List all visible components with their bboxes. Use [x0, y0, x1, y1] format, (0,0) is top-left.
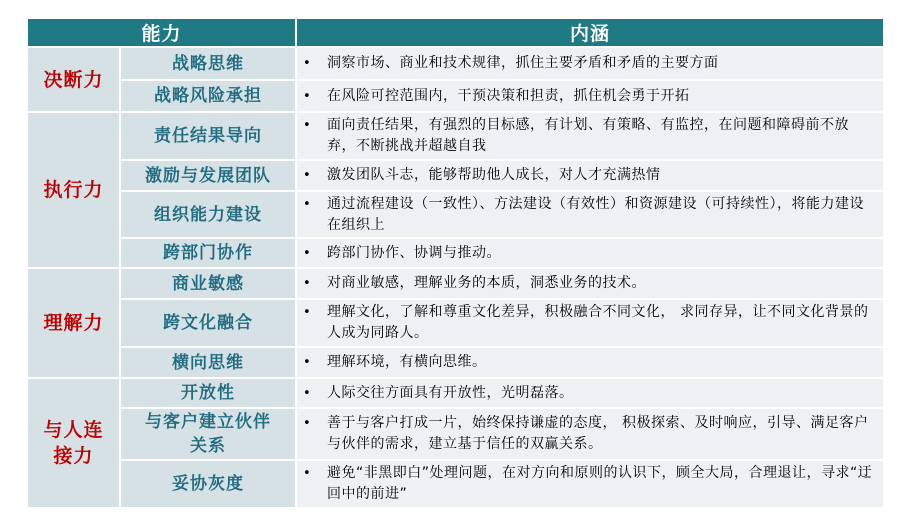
- table-row: [28, 347, 883, 378]
- table-row: [28, 112, 883, 160]
- category-understanding: 理解力: [28, 268, 120, 378]
- bullet-icon: •: [303, 385, 311, 401]
- competency-table-container: [28, 19, 883, 507]
- competency-name: 开放性: [120, 378, 296, 408]
- competency-description: [296, 460, 883, 507]
- bullet-icon: •: [303, 466, 311, 481]
- competency-name: 商业敏感: [120, 268, 296, 299]
- description-text: 对商业敏感，理解业务的本质，洞悉业务的技术。: [327, 275, 647, 291]
- description-text: 激发团队斗志，能够帮助他人成长，对人才充满热情: [327, 167, 661, 183]
- bullet-icon: •: [303, 168, 311, 183]
- competency-description: [296, 160, 883, 191]
- competency-name: 组织能力建设: [120, 191, 296, 238]
- bullet-icon: •: [303, 118, 311, 133]
- bullet-icon: •: [303, 416, 311, 431]
- competency-name: 激励与发展团队: [120, 160, 296, 191]
- table-row: [28, 80, 883, 112]
- description-text: 理解文化，了解和尊重文化差异，积极融合不同文化， 求同存异，让不同文化背景的人成为同路人。: [327, 304, 869, 341]
- competency-name: 责任结果导向: [120, 112, 296, 160]
- competency-name: 战略思维: [120, 47, 296, 80]
- description-text: 善于与客户打成一片，始终保持谦虚的态度， 积极探索、及时响应，引导、满足客户与伙伴的需求，建立基于信任的双赢关系。: [327, 415, 869, 452]
- bullet-icon: •: [303, 88, 311, 104]
- competency-description: [296, 299, 883, 347]
- category-decisiveness: 决断力: [28, 47, 120, 112]
- competency-name: 横向思维: [120, 347, 296, 378]
- description-text: 通过流程建设（一致性）、方法建设（有效性）和资源建设（可持续性），将能力建设在组织上: [327, 195, 865, 233]
- category-connection-label: 与人连接力: [43, 419, 104, 467]
- category-connection: [28, 378, 120, 507]
- table-row: [28, 408, 883, 460]
- table-row: [28, 47, 883, 80]
- description-text: 跨部门协作、协调与推动。: [327, 244, 502, 261]
- table-row: [28, 160, 883, 191]
- header-connotation: 内涵: [296, 19, 883, 47]
- bullet-icon: •: [303, 56, 311, 71]
- competency-name-label: 与客户建立伙伴关系: [145, 412, 271, 456]
- competency-description: [296, 112, 883, 160]
- description-text: 在风险可控范围内，干预决策和担责，抓住机会勇于开拓: [327, 87, 690, 104]
- table-row: [28, 191, 883, 238]
- competency-description: [296, 378, 883, 408]
- description-text: 面向责任结果，有强烈的目标感，有计划、有策略、有监控，在问题和障碍前不放弃，不断挑战并超越自我: [327, 117, 850, 154]
- competency-description: [296, 268, 883, 299]
- competency-name: 跨文化融合: [120, 299, 296, 347]
- competency-description: [296, 191, 883, 238]
- competency-table: [28, 19, 883, 507]
- competency-description: [296, 408, 883, 460]
- table-row: [28, 238, 883, 268]
- bullet-icon: •: [303, 355, 311, 370]
- competency-description: [296, 47, 883, 80]
- description-text: 人际交往方面具有开放性，光明磊落。: [327, 384, 574, 401]
- competency-name: 战略风险承担: [120, 80, 296, 112]
- competency-description: [296, 80, 883, 112]
- table-row: [28, 268, 883, 299]
- competency-description: [296, 347, 883, 378]
- bullet-icon: •: [303, 276, 311, 291]
- header-ability: 能力: [28, 19, 296, 47]
- bullet-icon: •: [303, 245, 311, 261]
- header-row: [28, 19, 883, 47]
- table-row: [28, 460, 883, 507]
- category-execution: 执行力: [28, 112, 120, 268]
- competency-name: 跨部门协作: [120, 238, 296, 268]
- competency-name: [120, 408, 296, 460]
- bullet-icon: •: [303, 305, 311, 320]
- description-text: 理解环境，有横向思维。: [327, 354, 487, 370]
- description-text: 避免“非黑即白”处理问题，在对方向和原则的认识下，顾全大局，合理退让，寻求“迂回中的前进”: [327, 465, 873, 502]
- table-row: [28, 299, 883, 347]
- competency-name: 妥协灰度: [120, 460, 296, 507]
- competency-description: [296, 238, 883, 268]
- description-text: 洞察市场、商业和技术规律，抓住主要矛盾和矛盾的主要方面: [327, 55, 719, 71]
- table-row: [28, 378, 883, 408]
- bullet-icon: •: [303, 196, 311, 212]
